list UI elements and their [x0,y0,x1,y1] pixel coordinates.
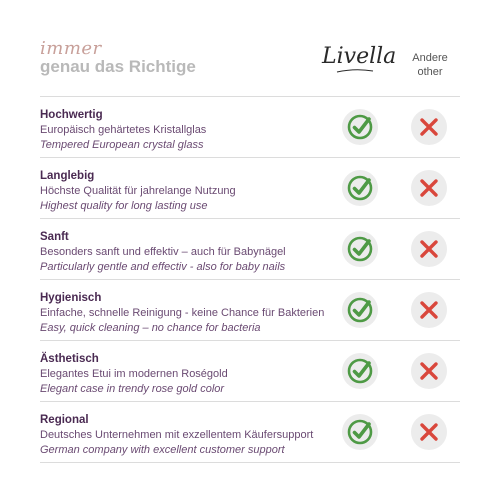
brand-check-badge [342,109,378,145]
feature-description-german: Höchste Qualität für jahrelange Nutzung [40,185,236,197]
cross-icon [411,292,447,328]
headline-main: genau das Richtige [40,57,196,76]
feature-text [40,413,330,458]
feature-text [40,108,330,153]
competitor-cross-badge [411,414,447,450]
feature-description-german: Besonders sanft und effektiv – auch für Babynägel [40,246,286,258]
feature-title: Hochwertig [40,109,103,121]
feature-row [40,97,460,158]
headline-script: immer [40,38,102,59]
competitor-cross-badge [411,109,447,145]
brand-check-badge [342,231,378,267]
competitor-cross-badge [411,353,447,389]
competitor-column-header [402,51,458,79]
check-icon [342,414,378,450]
competitor-label-german: Andere [412,52,448,64]
cross-icon [411,231,447,267]
feature-description-german: Einfache, schnelle Reinigung - keine Chance für Bakterien [40,307,325,319]
brand-check-badge [342,414,378,450]
comparison-table [40,96,460,463]
feature-row [40,280,460,341]
brand-logo [322,44,397,74]
feature-text [40,291,330,336]
cross-icon [411,353,447,389]
brand-check-badge [342,353,378,389]
check-icon [342,292,378,328]
brand-check-badge [342,292,378,328]
cross-icon [411,414,447,450]
feature-row [40,341,460,402]
feature-row [40,402,460,463]
feature-description-english: German company with excellent customer support [40,444,285,456]
feature-title: Ästhetisch [40,353,99,365]
cross-icon [411,109,447,145]
feature-title: Langlebig [40,170,95,182]
competitor-cross-badge [411,292,447,328]
feature-description-german: Elegantes Etui im modernen Roségold [40,368,228,380]
brand-check-badge [342,170,378,206]
competitor-cross-badge [411,231,447,267]
competitor-cross-badge [411,170,447,206]
feature-row [40,219,460,280]
feature-description-german: Europäisch gehärtetes Kristallglas [40,124,207,136]
feature-description-german: Deutsches Unternehmen mit exzellentem Käufersupport [40,429,314,441]
feature-row [40,158,460,219]
check-icon [342,109,378,145]
feature-title: Hygienisch [40,292,102,304]
feature-description-english: Elegant case in trendy rose gold color [40,383,225,395]
feature-description-english: Tempered European crystal glass [40,139,204,151]
feature-description-english: Highest quality for long lasting use [40,200,208,212]
feature-description-english: Particularly gentle and effectiv - also for baby nails [40,261,286,273]
feature-title: Sanft [40,231,69,243]
feature-text [40,169,330,214]
feature-title: Regional [40,414,89,426]
competitor-label-english: other [417,66,443,78]
check-icon [342,353,378,389]
check-icon [342,170,378,206]
cross-icon [411,170,447,206]
brand-name: Livella [322,44,397,69]
feature-description-english: Easy, quick cleaning – no chance for bacteria [40,322,261,334]
feature-text [40,352,330,397]
feature-text [40,230,330,275]
check-icon [342,231,378,267]
